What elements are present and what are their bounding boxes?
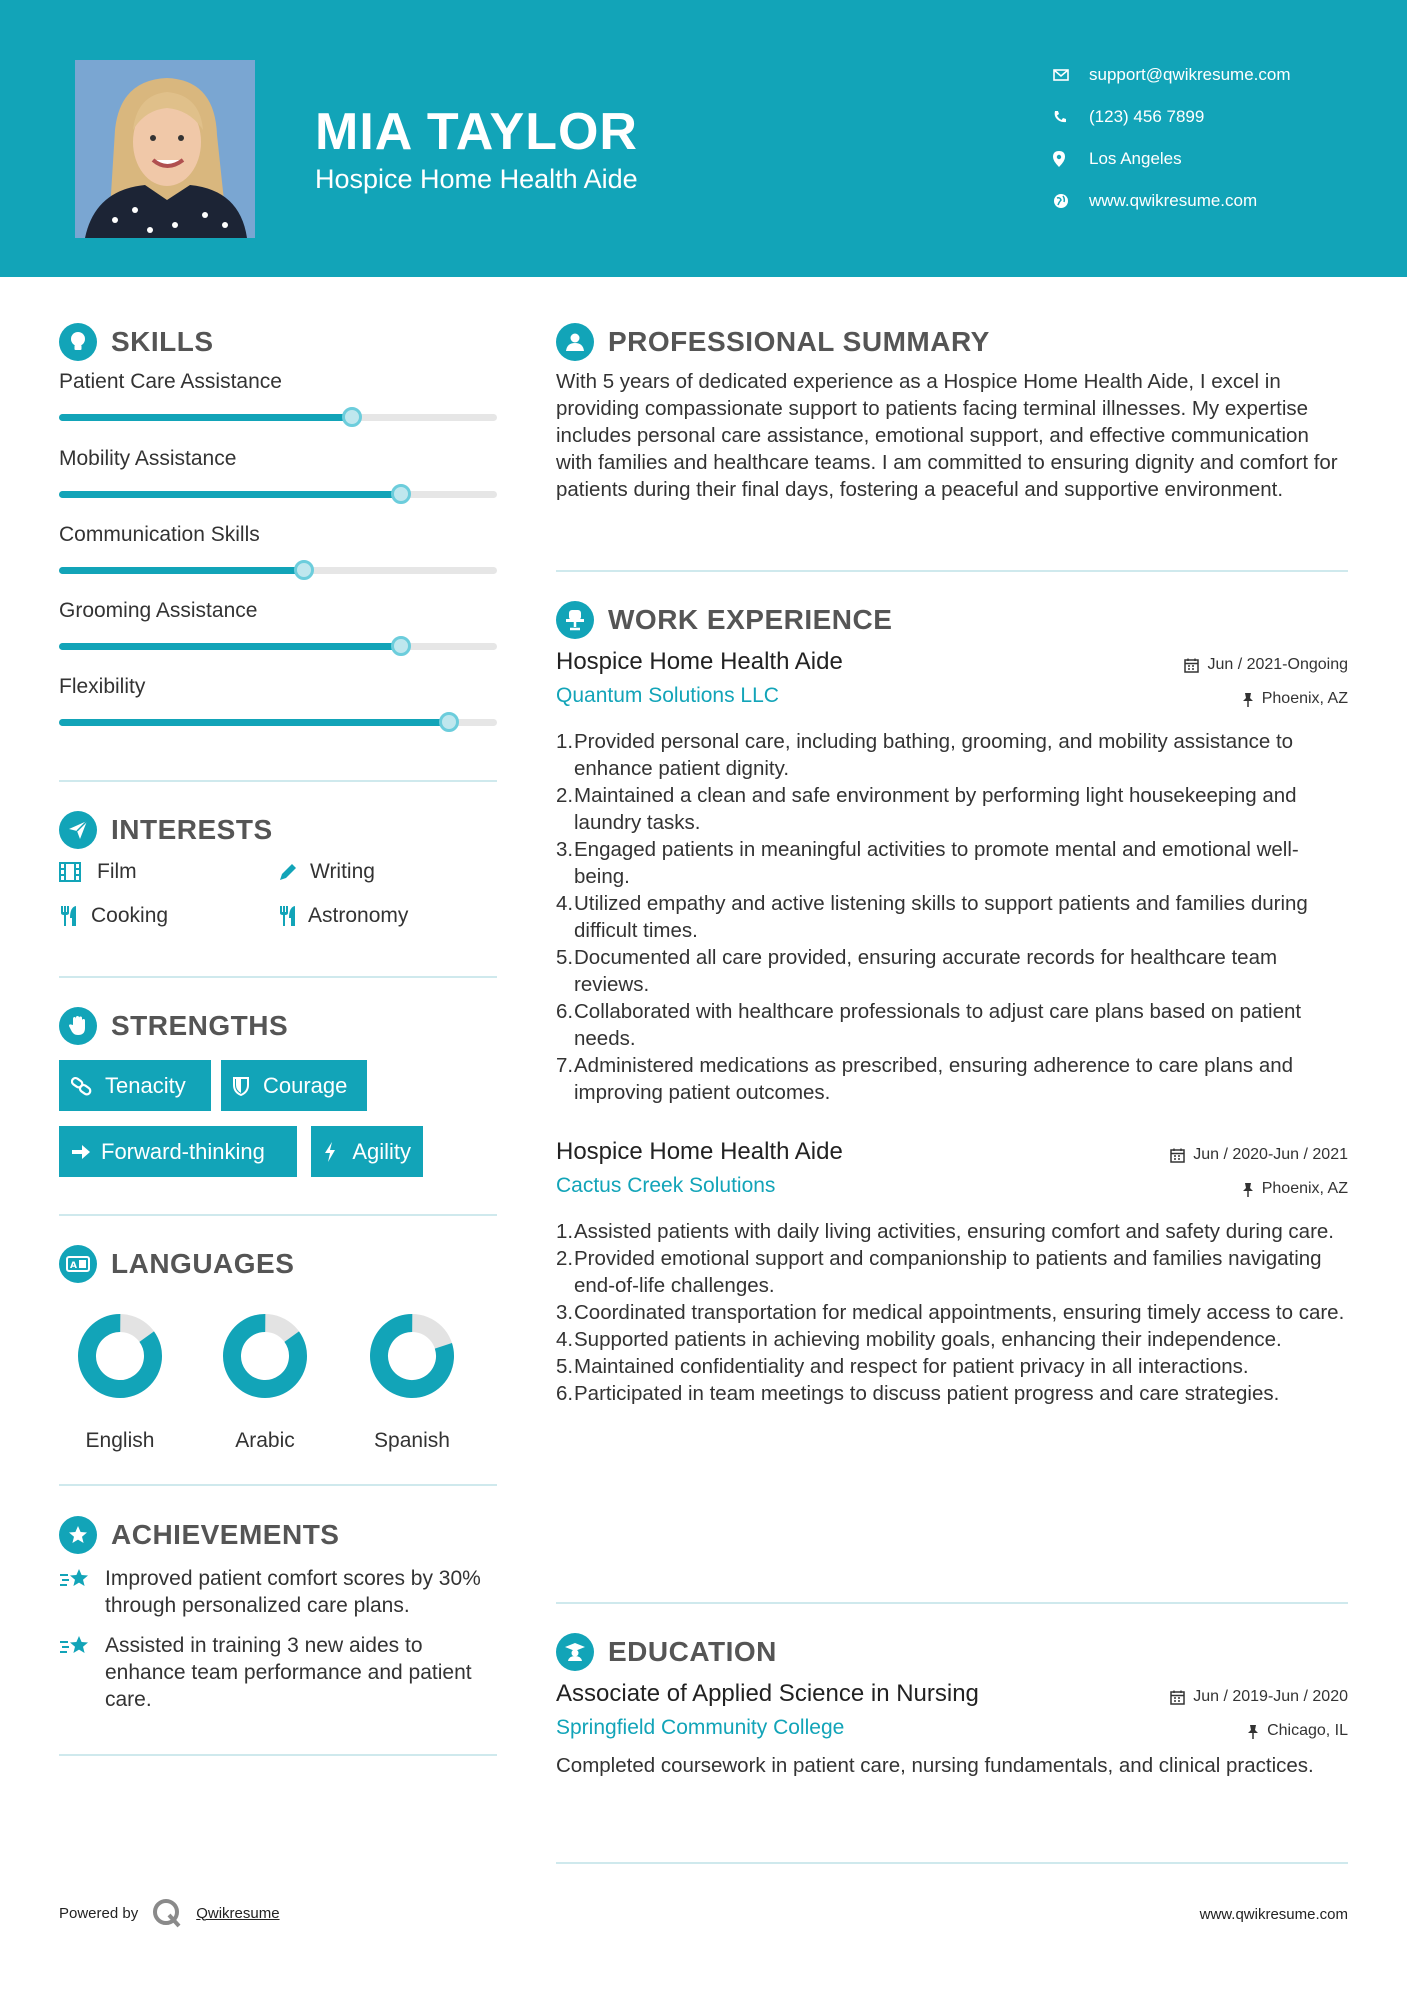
skills-section (59, 322, 497, 362)
strength-label: Forward-thinking (101, 1138, 265, 1164)
job-location (1242, 1180, 1348, 1198)
footer-powered-by (59, 1898, 280, 1928)
company-name: Cactus Creek Solutions (556, 1174, 776, 1197)
contact-email[interactable] (1053, 54, 1353, 96)
section-divider (556, 1602, 1348, 1604)
job-entry (556, 1138, 1348, 1407)
footer-url[interactable]: www.qwikresume.com (1199, 1906, 1348, 1923)
achievement-item (59, 1565, 497, 1619)
skill-label: Grooming Assistance (59, 599, 258, 622)
education-location (1247, 1722, 1348, 1740)
section-divider (59, 1754, 497, 1756)
section-divider (59, 1484, 497, 1486)
candidate-title: Hospice Home Health Aide (315, 164, 638, 194)
section-divider (556, 1862, 1348, 1864)
contact-phone[interactable] (1053, 96, 1353, 138)
skill-item (59, 675, 497, 726)
utensils-icon (59, 905, 89, 927)
interest-item (278, 904, 408, 928)
duty-item: 3. Coordinated transportation for medical appointments, ensuring timely access to care. (556, 1301, 1345, 1324)
education-dates (1170, 1688, 1348, 1706)
achievement-text: Improved patient comfort scores by 30% through personalized care plans. (105, 1567, 481, 1617)
pushpin-icon (1247, 1724, 1259, 1739)
shooting-star-icon (59, 1632, 105, 1713)
education-location-text: Chicago, IL (1267, 1722, 1348, 1739)
interests-heading: INTERESTS (111, 814, 273, 845)
summary-heading: PROFESSIONAL SUMMARY (608, 326, 990, 357)
language-donut (362, 1306, 462, 1406)
contact-website[interactable] (1053, 180, 1353, 222)
skill-item (59, 370, 497, 421)
pushpin-icon (1242, 692, 1254, 707)
interest-label: Cooking (91, 904, 169, 927)
contact-location-text: Los Angeles (1089, 149, 1182, 168)
skill-label: Communication Skills (59, 523, 260, 546)
bolt-icon (323, 1141, 352, 1163)
briefcase-chair-icon (556, 601, 594, 639)
language-item (362, 1306, 462, 1453)
brand-link[interactable]: Qwikresume (196, 1904, 280, 1922)
strength-label: Courage (263, 1072, 348, 1098)
skill-bar (59, 414, 497, 421)
candidate-name: MIA TAYLOR (315, 103, 638, 161)
interest-item (278, 860, 375, 884)
duty-item: 6. Participated in team meetings to discuss patient progress and care strategies. (556, 1382, 1280, 1405)
qwikresume-logo-icon (152, 1898, 182, 1928)
skills-list (59, 370, 497, 750)
arrow-right-icon (71, 1143, 101, 1161)
job-duties (556, 1218, 1348, 1407)
strengths-heading: STRENGTHS (111, 1010, 289, 1041)
star-badge-icon (59, 1516, 97, 1554)
duty-item: 3. Engaged patients in meaningful activities to promote mental and emotional well-being. (556, 838, 1299, 888)
skill-bar (59, 491, 497, 498)
education-heading: EDUCATION (608, 1636, 777, 1667)
skill-label: Mobility Assistance (59, 447, 237, 470)
skill-bar (59, 643, 497, 650)
skill-knob (294, 560, 314, 580)
achievement-item (59, 1632, 497, 1713)
job-title: Hospice Home Health Aide (556, 648, 843, 675)
job-location (1242, 690, 1348, 708)
skill-item (59, 523, 497, 574)
strength-badge (311, 1126, 423, 1177)
film-icon (59, 862, 89, 882)
contact-list (1053, 54, 1353, 222)
job-dates-text: Jun / 2020-Jun / 2021 (1193, 1146, 1348, 1163)
degree-title: Associate of Applied Science in Nursing (556, 1680, 979, 1707)
experience-heading: WORK EXPERIENCE (608, 604, 893, 635)
calendar-icon (1170, 1690, 1185, 1705)
education-entry (556, 1680, 1348, 1779)
pushpin-icon (1242, 1182, 1254, 1197)
duty-item: 6. Collaborated with healthcare professionals to adjust care plans based on patient needs. (556, 1000, 1302, 1050)
job-duties (556, 728, 1348, 1106)
skill-bar (59, 567, 497, 574)
summary-text: With 5 years of dedicated experience as a Hospice Home Health Aide, I excel in providing compassionate support to patients facing terminal illnesses. My expertise includes personal care assistance, emotional support, and effective communication with families and healthcare teams. I am committed to ensuring dignity and comfort for patients during their final days, fostering a peaceful and supportive environment. (556, 370, 1338, 501)
skills-heading: SKILLS (111, 326, 214, 357)
job-dates (1170, 1146, 1348, 1164)
skill-bar (59, 719, 497, 726)
interest-item (59, 860, 137, 884)
duty-item: 1. Assisted patients with daily living activities, ensuring comfort and safety during care. (556, 1220, 1335, 1243)
job-location-text: Phoenix, AZ (1261, 1180, 1348, 1197)
achievements-section (59, 1515, 497, 1555)
shooting-star-icon (59, 1565, 105, 1619)
strength-badge (59, 1126, 297, 1177)
section-divider (59, 780, 497, 782)
language-label: Arabic (235, 1429, 295, 1452)
skill-knob (391, 636, 411, 656)
duty-item: 5. Documented all care provided, ensuring accurate records for healthcare team reviews. (556, 946, 1278, 996)
skill-item (59, 599, 497, 650)
graduate-icon (556, 1633, 594, 1671)
hand-icon (59, 1007, 97, 1045)
pencil-icon (278, 862, 308, 882)
contact-phone-text: (123) 456 7899 (1089, 107, 1205, 126)
strength-badge (221, 1060, 367, 1111)
language-donut (215, 1306, 315, 1406)
language-item (215, 1306, 315, 1453)
utensils-icon (278, 905, 308, 927)
interests-section (59, 810, 497, 850)
shield-icon (233, 1076, 263, 1096)
section-divider (556, 570, 1348, 572)
powered-by-text: Powered by (59, 1904, 139, 1922)
job-entry (556, 648, 1348, 1106)
education-description: Completed coursework in patient care, nursing fundamentals, and clinical practices. (556, 1754, 1314, 1777)
globe-icon (1053, 193, 1089, 209)
strength-badge (59, 1060, 211, 1111)
skill-knob (439, 712, 459, 732)
job-dates-text: Jun / 2021-Ongoing (1207, 656, 1348, 673)
languages-heading: LANGUAGES (111, 1248, 295, 1279)
lightbulb-icon (59, 323, 97, 361)
calendar-icon (1170, 1148, 1185, 1163)
strength-label: Tenacity (105, 1072, 186, 1098)
duty-item: 2. Provided emotional support and companionship to patients and families navigating end-of-life challenges. (556, 1247, 1322, 1297)
section-divider (59, 1214, 497, 1216)
languages-section (59, 1244, 497, 1284)
skill-label: Patient Care Assistance (59, 370, 282, 393)
duty-item: 2. Maintained a clean and safe environment by performing light housekeeping and laundry tasks. (556, 784, 1297, 834)
job-location-text: Phoenix, AZ (1261, 690, 1348, 707)
calendar-icon (1184, 658, 1199, 673)
profile-photo (75, 60, 255, 238)
experience-section (556, 600, 1348, 640)
contact-website-text: www.qwikresume.com (1089, 191, 1258, 210)
contact-email-text: support@qwikresume.com (1089, 65, 1291, 84)
duty-item: 1. Provided personal care, including bathing, grooming, and mobility assistance to enhance patient dignity. (556, 730, 1294, 780)
interest-label: Astronomy (308, 904, 409, 927)
duty-item: 4. Utilized empathy and active listening skills to support patients and families during difficult times. (556, 892, 1308, 942)
paper-plane-icon (59, 811, 97, 849)
language-donut (70, 1306, 170, 1406)
summary-section (556, 322, 1348, 503)
strength-label: Agility (352, 1138, 411, 1164)
interest-label: Writing (310, 860, 375, 883)
education-dates-text: Jun / 2019-Jun / 2020 (1193, 1688, 1348, 1705)
language-icon (59, 1245, 97, 1283)
contact-location (1053, 138, 1353, 180)
skill-knob (391, 484, 411, 504)
skill-label: Flexibility (59, 675, 146, 698)
language-label: Spanish (374, 1429, 450, 1452)
job-dates (1184, 656, 1348, 674)
map-marker-icon (1053, 151, 1089, 167)
resume-header (0, 0, 1407, 277)
skill-item (59, 447, 497, 498)
job-title: Hospice Home Health Aide (556, 1138, 843, 1165)
interest-label: Film (97, 860, 137, 883)
duty-item: 4. Supported patients in achieving mobility goals, enhancing their independence. (556, 1328, 1282, 1351)
link-icon (71, 1076, 101, 1096)
language-item (70, 1306, 170, 1453)
achievements-heading: ACHIEVEMENTS (111, 1519, 340, 1550)
school-name: Springfield Community College (556, 1716, 845, 1739)
phone-icon (1053, 110, 1089, 124)
envelope-icon (1053, 69, 1089, 81)
duty-item: 5. Maintained confidentiality and respect for patient privacy in all interactions. (556, 1355, 1249, 1378)
company-name: Quantum Solutions LLC (556, 684, 779, 707)
svg-text:A: A (70, 1261, 77, 1271)
user-icon (556, 323, 594, 361)
strengths-section (59, 1006, 497, 1046)
duty-item: 7. Administered medications as prescribed, ensuring adherence to care plans and improving patient outcomes. (556, 1054, 1294, 1104)
language-label: English (85, 1429, 155, 1452)
section-divider (59, 976, 497, 978)
interest-item (59, 904, 168, 928)
skill-knob (342, 407, 362, 427)
education-section (556, 1632, 1348, 1672)
achievement-text: Assisted in training 3 new aides to enhance team performance and patient care. (105, 1634, 472, 1711)
